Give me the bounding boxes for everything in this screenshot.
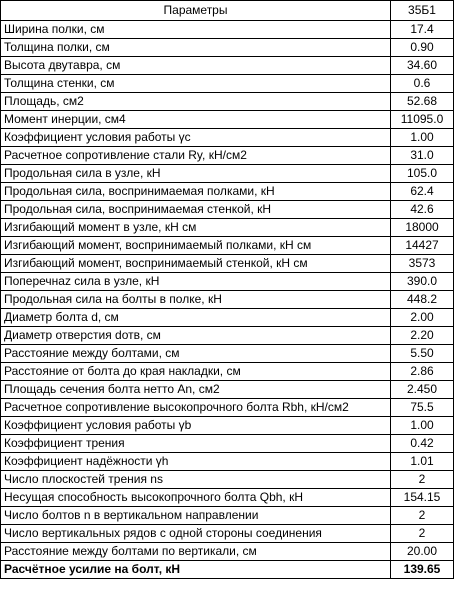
parameter-value-cell[interactable]: 75.5 [391, 399, 454, 417]
parameter-name-cell[interactable]: Момент инерции, см4 [1, 111, 391, 129]
parameter-value-cell[interactable]: 17.4 [391, 21, 454, 39]
table-row [1, 345, 454, 363]
parameter-name-cell[interactable]: Толщина полки, см [1, 39, 391, 57]
table-row [1, 327, 454, 345]
parameter-value-cell[interactable]: 2 [391, 507, 454, 525]
parameter-value-cell[interactable]: 1.00 [391, 129, 454, 147]
parameter-name-cell[interactable]: Диаметр болта d, см [1, 309, 391, 327]
parameter-name-cell[interactable]: Площадь сечения болта нетто An, см2 [1, 381, 391, 399]
table-row [1, 471, 454, 489]
parameter-name-cell[interactable]: Число плоскостей трения ns [1, 471, 391, 489]
header-row [1, 1, 454, 21]
parameter-name-cell[interactable]: Коэффициент условия работы γс [1, 129, 391, 147]
parameter-value-cell[interactable]: 11095.0 [391, 111, 454, 129]
table-row [1, 75, 454, 93]
parameter-name-cell[interactable]: Изгибающий момент в узле, кН см [1, 219, 391, 237]
table-row [1, 183, 454, 201]
table-row [1, 111, 454, 129]
table-row [1, 399, 454, 417]
parameter-value-cell[interactable]: 2 [391, 471, 454, 489]
table-row [1, 453, 454, 471]
parameter-value-cell[interactable]: 0.42 [391, 435, 454, 453]
parameter-value-cell[interactable]: 62.4 [391, 183, 454, 201]
table-row [1, 255, 454, 273]
parameter-name-cell[interactable]: Коэффициент трения [1, 435, 391, 453]
table-row [1, 507, 454, 525]
parameter-value-cell[interactable]: 2.450 [391, 381, 454, 399]
table-row [1, 381, 454, 399]
parameter-value-cell[interactable]: 18000 [391, 219, 454, 237]
table-row [1, 21, 454, 39]
parameter-name-cell[interactable]: Коэффициент надёжности γh [1, 453, 391, 471]
parameter-name-cell[interactable]: Продольная сила в узле, кН [1, 165, 391, 183]
parameter-name-cell[interactable]: Расстояние между болтами, см [1, 345, 391, 363]
parameter-name-cell[interactable]: Продольная сила на болты в полке, кН [1, 291, 391, 309]
total-name-cell[interactable]: Расчётное усилие на болт, кН [1, 561, 391, 579]
header-parameters-cell[interactable]: Параметры [1, 1, 391, 21]
parameter-name-cell[interactable]: Число вертикальных рядов с одной стороны соединения [1, 525, 391, 543]
parameter-name-cell[interactable]: Изгибающий момент, воспринимаемый полками, кН см [1, 237, 391, 255]
parameter-name-cell[interactable]: Расчетное сопротивление стали Ry, кН/см2 [1, 147, 391, 165]
table-row [1, 93, 454, 111]
parameter-value-cell[interactable]: 34.60 [391, 57, 454, 75]
parameter-value-cell[interactable]: 0.90 [391, 39, 454, 57]
parameter-name-cell[interactable]: Коэффициент условия работы γb [1, 417, 391, 435]
parameter-value-cell[interactable]: 2 [391, 525, 454, 543]
parameter-name-cell[interactable]: Ширина полки, см [1, 21, 391, 39]
total-row [1, 561, 454, 579]
table-row [1, 201, 454, 219]
table-row [1, 147, 454, 165]
table-row [1, 363, 454, 381]
parameter-value-cell[interactable]: 52.68 [391, 93, 454, 111]
table-row [1, 273, 454, 291]
parameter-value-cell[interactable]: 448.2 [391, 291, 454, 309]
table-row [1, 57, 454, 75]
table-row [1, 309, 454, 327]
parameter-value-cell[interactable]: 42.6 [391, 201, 454, 219]
parameter-value-cell[interactable]: 5.50 [391, 345, 454, 363]
table-row [1, 237, 454, 255]
parameter-value-cell[interactable]: 20.00 [391, 543, 454, 561]
parameter-name-cell[interactable]: Поперечнаz сила в узле, кН [1, 273, 391, 291]
parameter-name-cell[interactable]: Расчетное сопротивление высокопрочного болта Rbh, кН/см2 [1, 399, 391, 417]
table-row [1, 435, 454, 453]
parameter-name-cell[interactable]: Несущая способность высокопрочного болта Qbh, кН [1, 489, 391, 507]
parameter-value-cell[interactable]: 154.15 [391, 489, 454, 507]
parameter-name-cell[interactable]: Расстояние между болтами по вертикали, см [1, 543, 391, 561]
parameter-value-cell[interactable]: 1.00 [391, 417, 454, 435]
parameter-value-cell[interactable]: 105.0 [391, 165, 454, 183]
table-row [1, 291, 454, 309]
parameter-value-cell[interactable]: 0.6 [391, 75, 454, 93]
parameter-value-cell[interactable]: 2.00 [391, 309, 454, 327]
table-row [1, 165, 454, 183]
parameters-table-body [1, 1, 454, 579]
table-row [1, 417, 454, 435]
table-row [1, 219, 454, 237]
table-row [1, 129, 454, 147]
parameter-value-cell[interactable]: 2.86 [391, 363, 454, 381]
parameter-value-cell[interactable]: 2.20 [391, 327, 454, 345]
parameter-name-cell[interactable]: Толщина стенки, см [1, 75, 391, 93]
parameter-name-cell[interactable]: Продольная сила, воспринимаемая полками, кН [1, 183, 391, 201]
parameter-value-cell[interactable]: 3573 [391, 255, 454, 273]
parameter-name-cell[interactable]: Диаметр отверстия dотв, см [1, 327, 391, 345]
parameter-name-cell[interactable]: Расстояние от болта до края накладки, см [1, 363, 391, 381]
table-row [1, 525, 454, 543]
parameter-value-cell[interactable]: 31.0 [391, 147, 454, 165]
parameter-name-cell[interactable]: Изгибающий момент, воспринимаемый стенкой, кН см [1, 255, 391, 273]
parameter-name-cell[interactable]: Площадь, см2 [1, 93, 391, 111]
table-row [1, 489, 454, 507]
parameter-value-cell[interactable]: 390.0 [391, 273, 454, 291]
parameter-name-cell[interactable]: Продольная сила, воспринимаемая стенкой, кН [1, 201, 391, 219]
total-value-cell[interactable]: 139.65 [391, 561, 454, 579]
parameter-name-cell[interactable]: Число болтов n в вертикальном направлении [1, 507, 391, 525]
parameter-value-cell[interactable]: 14427 [391, 237, 454, 255]
table-row [1, 39, 454, 57]
header-profile-cell[interactable]: 35Б1 [391, 1, 454, 21]
parameter-name-cell[interactable]: Высота двутавра, см [1, 57, 391, 75]
table-row [1, 543, 454, 561]
parameter-value-cell[interactable]: 1.01 [391, 453, 454, 471]
